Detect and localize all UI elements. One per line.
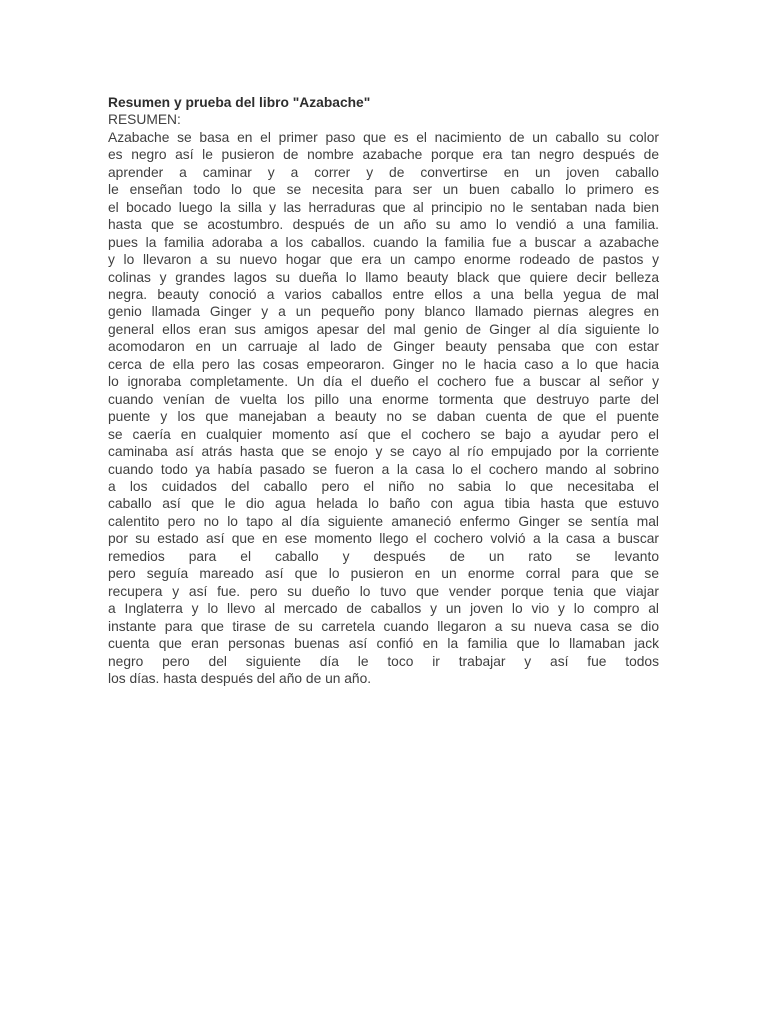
text-line: cuando todo ya había pasado se fueron a la casa lo el cochero mando al sobrino xyxy=(108,461,659,477)
text-line: recupera y así fue. pero su dueño lo tuvo que vender porque tenia que viajar xyxy=(108,583,659,599)
document-text-block xyxy=(108,94,659,687)
text-line: negra. beauty conoció a varios caballos entre ellos a una bella yegua de mal xyxy=(108,286,659,302)
text-line: el bocado luego la silla y las herraduras que al principio no le sentaban nada bien xyxy=(108,199,659,215)
text-line: genio llamada Ginger y a un pequeño pony blanco llamado piernas alegres en xyxy=(108,304,659,320)
text-line: instante para que tirase de su carretela cuando llegaron a su nueva casa se dio xyxy=(108,618,659,634)
text-line: le enseñan todo lo que se necesita para ser un buen caballo lo primero es xyxy=(108,182,659,198)
text-line: lo ignoraba completamente. Un día el dueño el cochero fue a buscar al señor y xyxy=(108,374,659,390)
text-line: cerca de ella pero las cosas empeoraron. Ginger no le hacia caso a lo que hacia xyxy=(108,356,659,372)
document-title: Resumen y prueba del libro "Azabache" xyxy=(108,95,371,110)
text-line: los días. hasta después del año de un año. xyxy=(108,670,372,686)
text-line: Azabache se basa en el primer paso que es el nacimiento de un caballo su color xyxy=(108,129,659,145)
text-line: pues la familia adoraba a los caballos. cuando la familia fue a buscar a azabache xyxy=(108,234,659,250)
text-line: general ellos eran sus amigos apesar del mal genio de Ginger al día siguiente lo xyxy=(108,321,659,337)
text-line: cuenta que eran personas buenas así confió en la familia que lo llamaban jack xyxy=(108,636,659,652)
text-line: a los cuidados del caballo pero el niño no sabia lo que necesitaba el xyxy=(108,478,659,494)
section-label: RESUMEN: xyxy=(108,112,181,128)
text-line: se caería en cualquier momento así que el cochero se bajo a ayudar pero el xyxy=(108,426,659,442)
text-line: remedios para el caballo y después de un rato se levanto xyxy=(108,548,659,564)
text-line: caballo así que le dio agua helada lo baño con agua tibia hasta que estuvo xyxy=(108,496,659,512)
text-line: puente y los que manejaban a beauty no se daban cuenta de que el puente xyxy=(108,409,659,425)
text-line: acomodaron en un carruaje al lado de Ginger beauty pensaba que con estar xyxy=(108,339,659,355)
text-line: y lo llevaron a su nuevo hogar que era un campo enorme rodeado de pastos y xyxy=(108,252,659,268)
text-line: aprender a caminar y a correr y de convertirse en un joven caballo xyxy=(108,164,659,180)
text-line: hasta que se acostumbro. después de un año su amo lo vendió a una familia. xyxy=(108,217,659,233)
text-line: por su estado así que en ese momento llego el cochero volvió a la casa a buscar xyxy=(108,531,659,547)
text-line: colinas y grandes lagos su dueña lo llamo beauty black que quiere decir belleza xyxy=(108,269,659,285)
text-line: a Inglaterra y lo llevo al mercado de caballos y un joven lo vio y lo compro al xyxy=(108,601,659,617)
text-line: calentito pero no lo tapo al día siguiente amaneció enfermo Ginger se sentía mal xyxy=(108,513,659,529)
text-line: pero seguía mareado así que lo pusieron en un enorme corral para que se xyxy=(108,566,659,582)
text-line: cuando venían de vuelta los pillo una enorme tormenta que destruyo parte del xyxy=(108,391,659,407)
text-line: caminaba así atrás hasta que se enojo y se cayo al río empujado por la corriente xyxy=(108,444,659,460)
text-line: negro pero del siguiente día le toco ir trabajar y así fue todos xyxy=(108,653,659,669)
text-line: es negro así le pusieron de nombre azabache porque era tan negro después de xyxy=(108,147,659,163)
